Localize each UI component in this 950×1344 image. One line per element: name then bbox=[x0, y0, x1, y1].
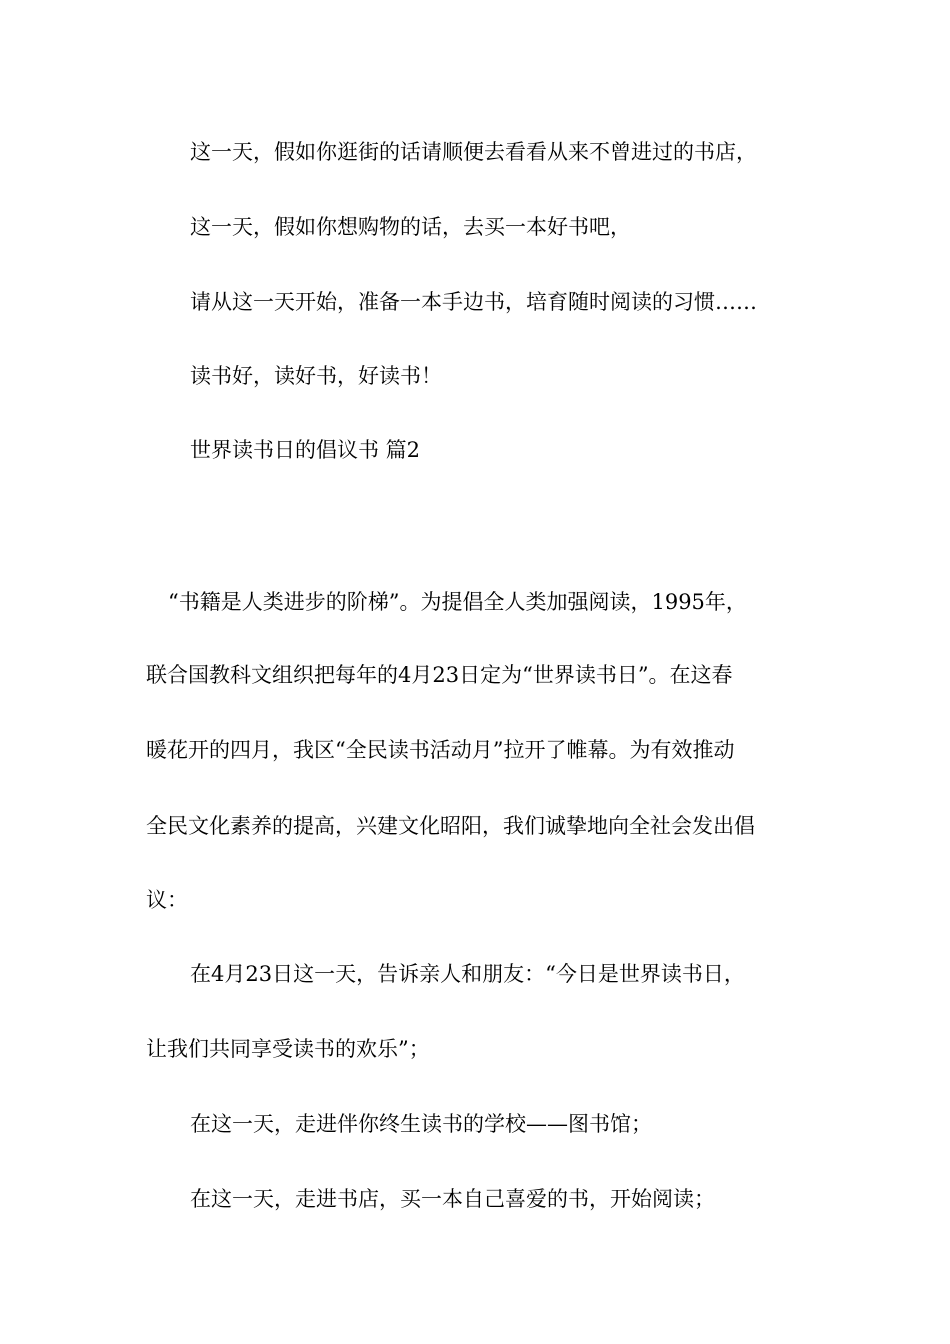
paragraph-line: 这一天，假如你想购物的话，去买一本好书吧， bbox=[190, 215, 631, 239]
paragraph-line: 在这一天，走进书店，买一本自己喜爱的书，开始阅读； bbox=[190, 1187, 715, 1211]
paragraph-line: “书籍是人类进步的阶梯”。为提倡全人类加强阅读，1995年， bbox=[168, 590, 747, 614]
paragraph-line: 在4月23日这一天，告诉亲人和朋友：“今日是世界读书日， bbox=[190, 962, 745, 986]
paragraph-line: 议： bbox=[146, 888, 188, 912]
paragraph-line: 联合国教科文组织把每年的4月23日定为“世界读书日”。在这春 bbox=[146, 663, 733, 687]
paragraph-line: 暖花开的四月，我区“全民读书活动月”拉开了帷幕。为有效推动 bbox=[146, 738, 735, 762]
paragraph-line: 让我们共同享受读书的欢乐”； bbox=[146, 1037, 430, 1061]
paragraph-line: 这一天，假如你逛街的话请顺便去看看从来不曾进过的书店， bbox=[190, 140, 757, 164]
paragraph-line: 全民文化素养的提高，兴建文化昭阳，我们诚挚地向全社会发出倡 bbox=[146, 814, 755, 838]
section-heading: 世界读书日的倡议书 篇2 bbox=[190, 438, 421, 462]
paragraph-line: 在这一天，走进伴你终生读书的学校——图书馆； bbox=[190, 1112, 652, 1136]
paragraph-line: 请从这一天开始，准备一本手边书，培育随时阅读的习惯…… bbox=[190, 290, 757, 314]
paragraph-line: 读书好，读好书，好读书！ bbox=[190, 364, 442, 388]
